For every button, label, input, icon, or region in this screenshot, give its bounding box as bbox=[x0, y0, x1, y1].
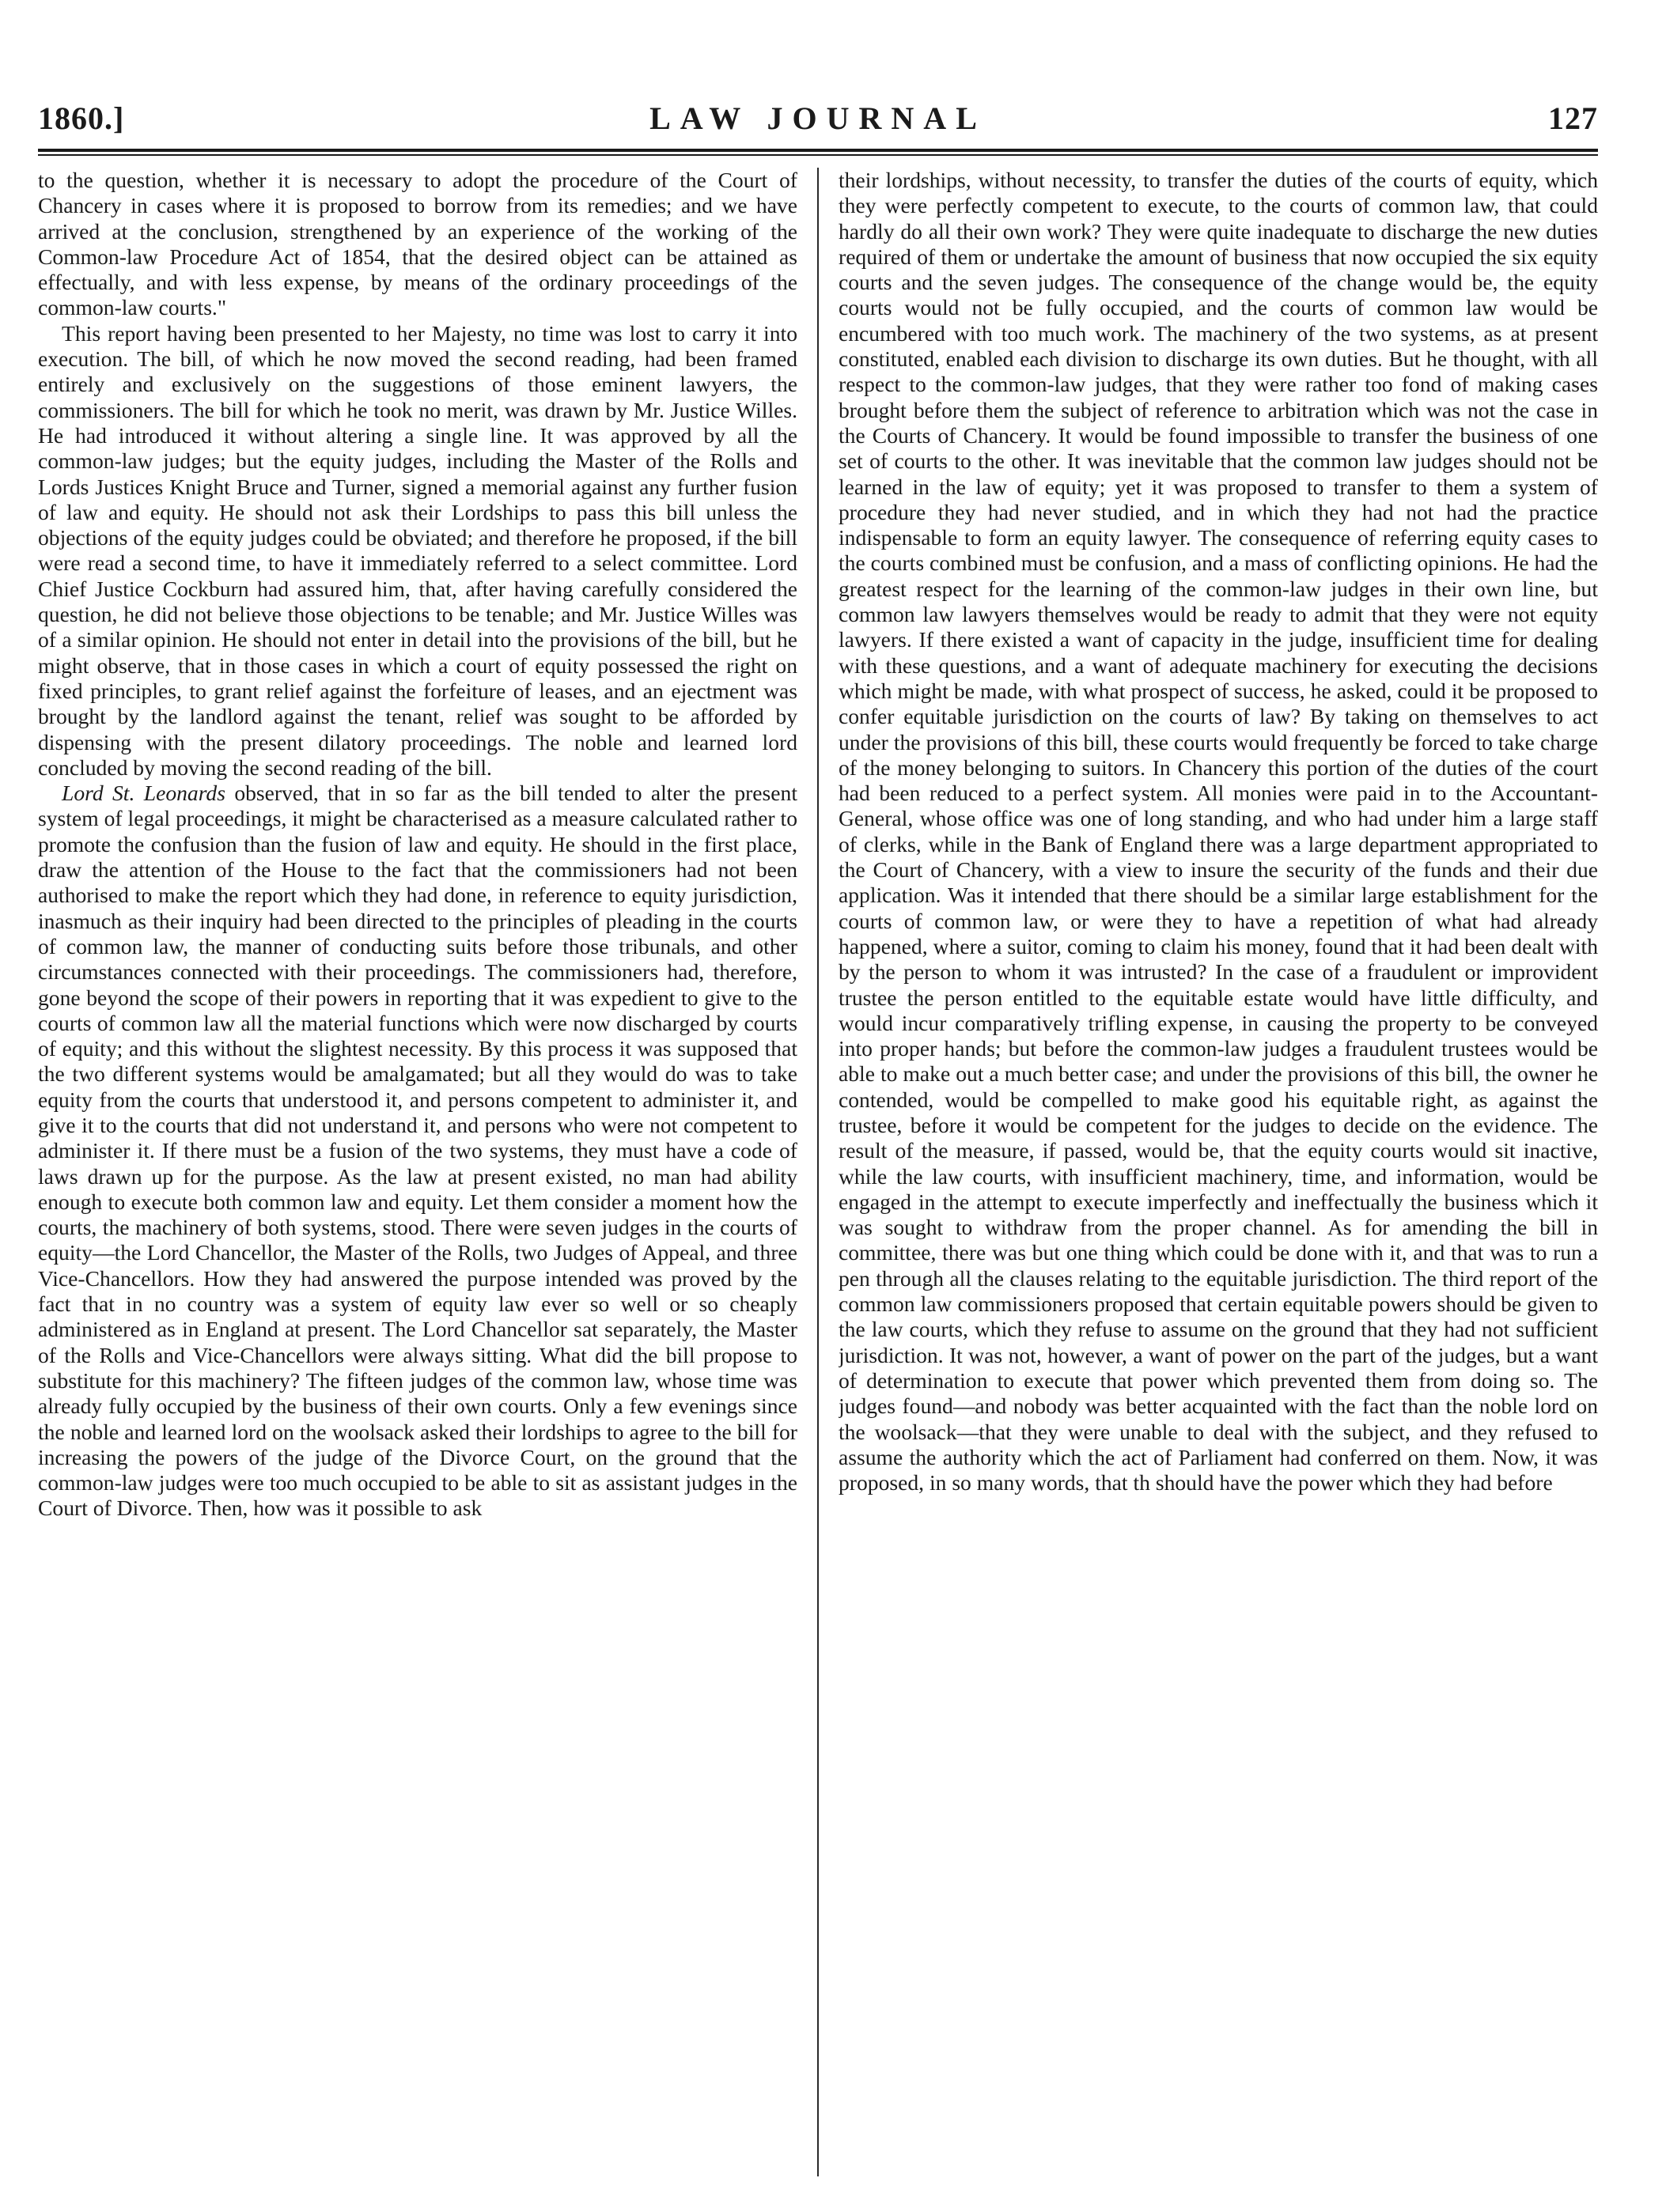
right-paragraph-1: their lordships, without necessity, to transfer the duties of the courts of equity, which they were perfectly competent to execute, to the courts of common law, that could hardly do all their own work? They were quite inadequate to discharge the new duties required of them or undertake the amount of business that now occupied the six equity courts and the seven judges. The consequence of the change would be, the equity courts would not be fully occupied, and the courts of common law would be encumbered with too much work. The machinery of the two systems, as at present constituted, enabled each division to discharge its own duties. But he thought, with all respect to the common-law judges, that they were rather too fond of making cases brought before them the subject of reference to arbitration which was not the case in the Courts of Chancery. It would be found impossible to transfer the business of one set of courts to the other. It was inevitable that the common law judges should not be learned in the law of equity; yet it was proposed to transfer to them a system of procedure they had never studied, and in which they had not had the practice indispensable to form an equity lawyer. The consequence of referring equity cases to the courts combined must be confusion, and a mass of conflicting opinions. He had the greatest respect for the learning of the common-law judges in their own line, but common law lawyers themselves would be ready to admit that they were not equity lawyers. If there existed a want of capacity in the judge, insufficient time for dealing with these questions, and a want of adequate machinery for executing the decisions which might be made, with what prospect of success, he asked, could it be proposed to confer equitable jurisdiction on the courts of law? By taking on themselves to act under the provisions of this bill, these courts would frequently be forced to take charge of the money belonging to suitors. In Chancery this portion of the duties of the court had been reduced to a perfect system. All monies were paid in to the Accountant-General, whose office was one of long standing, and who had under him a large staff of clerks, while in the Bank of England there was a large department appropriated to the Court of Chancery, with a view to insure the security of the funds and their due application. Was it intended that there should be a similar large establishment for the courts of common law, or were they to have a repetition of what had already happened, where a suitor, coming to claim his money, found that it had been dealt with by the person to whom it was intrusted? In the case of a fraudulent or improvident trustee the person entitled to the equitable estate would have little difficulty, and would incur comparatively trifling expense, in causing the property to be conveyed into proper hands; but before the common-law judges a fraudulent trustees would be able to make out a much better case; and under the provisions of this bill, the owner he contended, would be compelled to make good his equitable right, as against the trustee, before it would be competent for the judges to decide on the evidence. The result of the measure, if passed, would be, that the equity courts would sit inactive, while the law courts, with insufficient machinery, time, and information, would be engaged in the attempt to execute imperfectly and ineffectually the business which it was sought to withdraw from the proper channel. As for amending the bill in committee, there was but one thing which could be done with it, and that was to run a pen through all the clauses relating to the equitable jurisdiction. The third report of the common law commissioners proposed that certain equitable powers should be given to the law courts, which they refuse to assume on the ground that they had not sufficient jurisdiction. It was not, however, a want of power on the part of the judges, but a want of determination to execute that power which prevented them from doing so. The judges found—and nobody was better acquainted with the fact than the noble lord on the woolsack—that they were unable to deal with the subject, and they refused to assume the authority which the act of Parliament had conferred on them. Now, it was proposed, in so many words, that th should have the power which they had before bbox=[839, 168, 1598, 1495]
column-divider bbox=[817, 168, 819, 2176]
page-number: 127 bbox=[1548, 100, 1598, 136]
left-paragraph-2: This report having been presented to her Majesty, no time was lost to carry it into execution. The bill, of which he now moved the second reading, had been framed entirely and exclusively on the suggestions of those eminent lawyers, the commissioners. The bill for which he took no merit, was drawn by Mr. Justice Willes. He had introduced it without altering a single line. It was approved by all the common-law judges; but the equity judges, including the Master of the Rolls and Lords Justices Knight Bruce and Turner, signed a memorial against any further fusion of law and equity. He should not ask their Lordships to pass this bill unless the objections of the equity judges could be obviated; and therefore he proposed, if the bill were read a second time, to have it immediately referred to a select committee. Lord Chief Justice Cockburn had assured him, that, after having carefully considered the question, he did not believe those objections to be tenable; and Mr. Justice Willes was of a similar opinion. He should not enter in detail into the provisions of the bill, but he might observe, that in those cases in which a court of equity possessed the right on fixed principles, to grant relief against the forfeiture of leases, and an ejectment was brought by the landlord against the tenant, relief was sought to be afforded by dispensing with the present dilatory proceedings. The noble and learned lord concluded by moving the second reading of the bill. bbox=[38, 320, 797, 780]
left-column bbox=[38, 168, 797, 2176]
left-paragraph-1: to the question, whether it is necessary to adopt the procedure of the Court of Chancery in cases where it is proposed to borrow from its remedies; and we have arrived at the conclusion, strengthened by an experience of the working of the Common-law Procedure Act of 1854, that the desired object can be attained as effectually, and with less expense, by means of the ordinary proceedings of the common-law courts." bbox=[38, 168, 797, 320]
speaker-name: Lord St. Leonards bbox=[62, 781, 225, 806]
header-rule-thick bbox=[38, 149, 1598, 152]
header-year: 1860.] bbox=[38, 100, 125, 136]
journal-page bbox=[38, 100, 1598, 2187]
right-column bbox=[839, 168, 1598, 2176]
journal-title: LAW JOURNAL bbox=[649, 100, 986, 136]
page-header bbox=[38, 100, 1598, 147]
left-paragraph-3-text: observed, that in so far as the bill tended to alter the present system of legal proceedings, it might be characterised as a measure calculated rather to promote the confusion than the fusion of law and equity. He should in the first place, draw the attention of the House to the fact that the commissioners had not been authorised to make the report which they had done, in reference to equity jurisdiction, inasmuch as their inquiry had been directed to the principles of pleading in the courts of common law, the manner of conducting suits before those tribunals, and other circumstances connected with their proceedings. The commissioners had, therefore, gone beyond the scope of their powers in reporting that it was expedient to give to the courts of common law all the material functions which were now discharged by courts of equity; and this without the slightest necessity. By this process it was supposed that the two different systems would be amalgamated; but all they would do was to take equity from the courts that understood it, and persons competent to administer it, and give it to the courts that did not understand it, and persons who were not competent to administer it. If there must be a fusion of the two systems, they must have a code of laws drawn up for the purpose. As the law at present existed, no man had ability enough to execute both common law and equity. Let them consider a moment how the courts, the machinery of both systems, stood. There were seven judges in the courts of equity—the Lord Chancellor, the Master of the Rolls, two Judges of Appeal, and three Vice-Chancellors. How they had answered the purpose intended was proved by the fact that in no country was a system of equity law ever so well or so cheaply administered as in England at present. The Lord Chancellor sat separately, the Master of the Rolls and Vice-Chancellors were always sitting. What did the bill propose to substitute for this machinery? The fifteen judges of the common law, whose time was already fully occupied by the business of their own courts. Only a few evenings since the noble and learned lord on the woolsack asked their lordships to agree to the bill for increasing the powers of the judge of the Divorce Court, on the ground that the common-law judges were too much occupied to be able to sit as assistant judges in the Court of Divorce. Then, how was it possible to ask bbox=[38, 781, 797, 1521]
header-rule-thin bbox=[38, 154, 1598, 156]
left-paragraph-3 bbox=[38, 781, 797, 1522]
